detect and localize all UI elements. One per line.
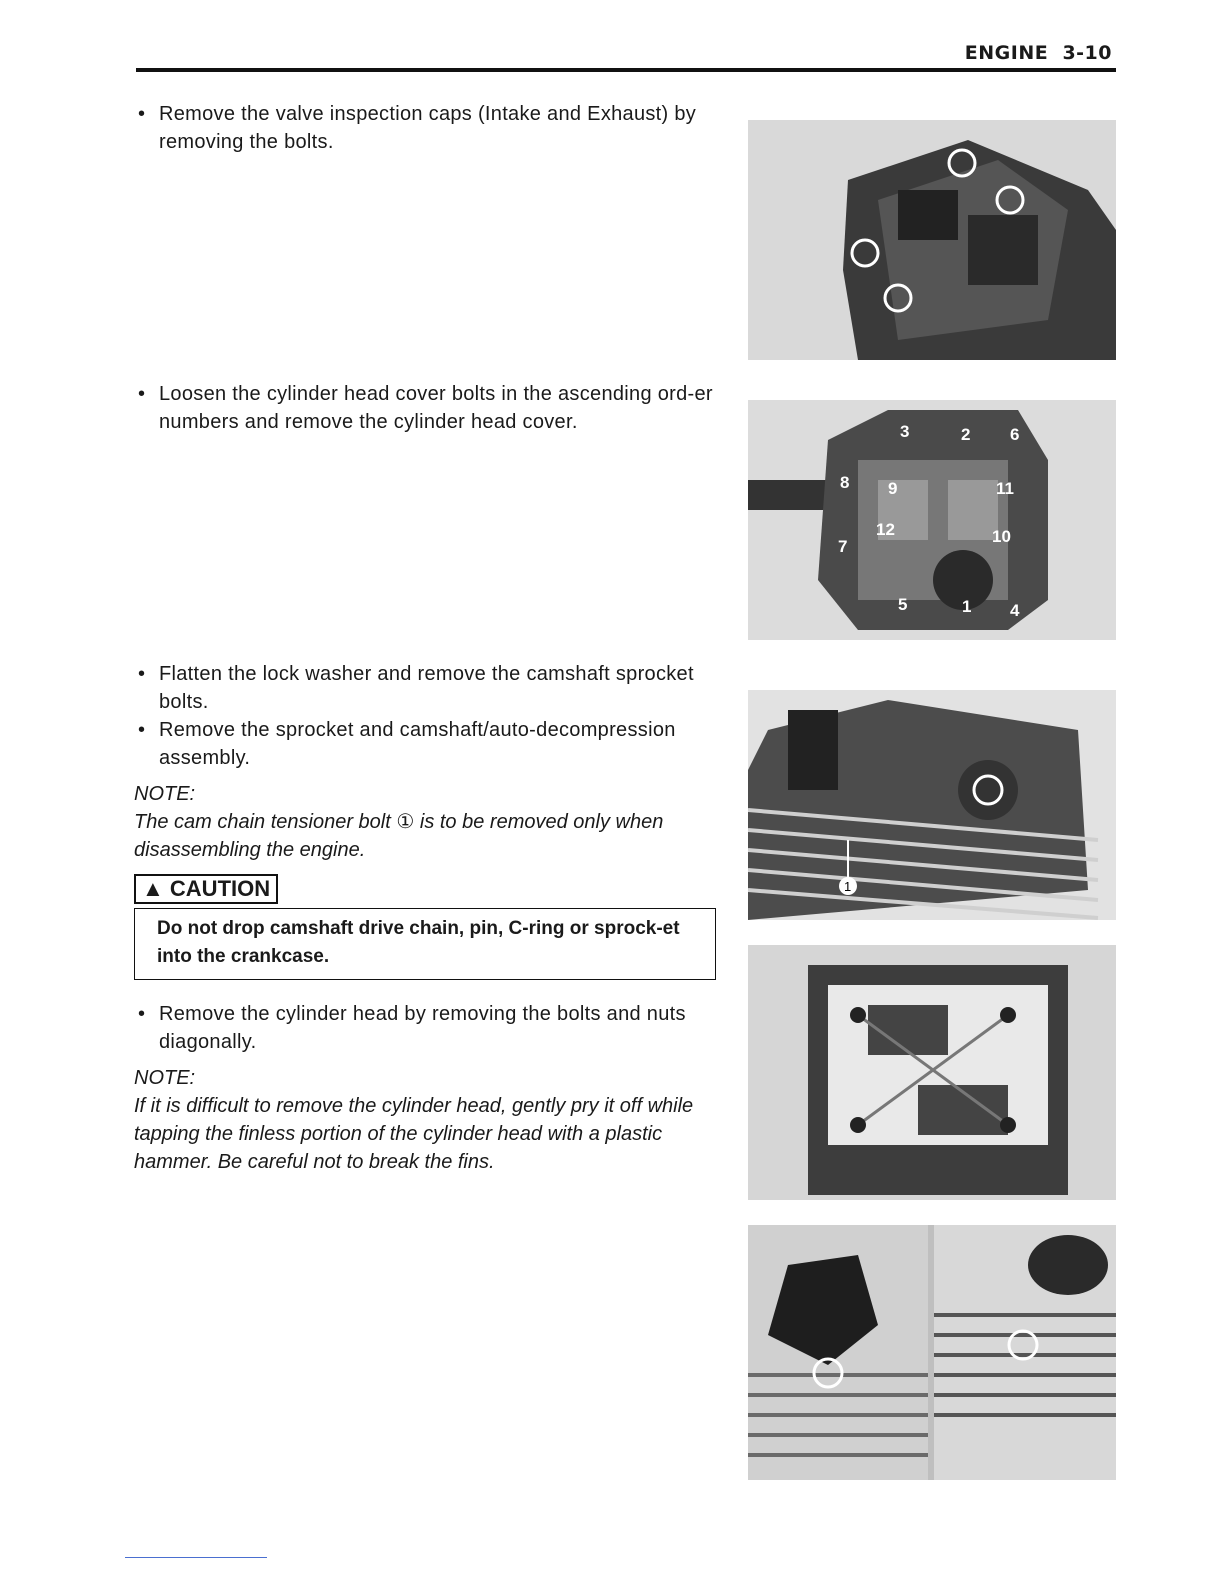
callout-number: 1	[844, 879, 852, 894]
bolt-number: 10	[992, 527, 1011, 546]
bullet-item	[134, 1000, 716, 1056]
step-2	[134, 380, 716, 436]
note-title: NOTE:	[134, 783, 196, 805]
bullet-item	[134, 380, 716, 436]
bullet-dot: •	[138, 719, 146, 741]
step-text: Loosen the cylinder head cover bolts in the ascending ord-er numbers and remove the cylinder head cover.	[159, 383, 713, 433]
bolt-number: 5	[898, 595, 908, 614]
step-text: Remove the sprocket and camshaft/auto-decompression assembly.	[159, 719, 676, 769]
bullet-dot: •	[138, 383, 146, 405]
page-header	[136, 40, 1116, 72]
callout-ref: ①	[396, 811, 415, 833]
step-3-group	[134, 660, 716, 980]
bolt-number: 6	[1010, 425, 1020, 444]
bolt-number: 11	[996, 479, 1014, 498]
note-body	[134, 808, 716, 864]
bolt-number: 3	[900, 422, 910, 441]
bolt-number: 1	[962, 597, 972, 616]
bullet-item	[134, 100, 716, 156]
bullet-dot: •	[138, 1003, 146, 1025]
footer-rule	[125, 1557, 267, 1558]
photo-left-view	[748, 1225, 928, 1480]
header-page-number: 3-10	[1062, 42, 1112, 64]
step-1	[134, 100, 716, 156]
warning-icon: ▲	[142, 876, 164, 901]
photo-right-view	[934, 1225, 1116, 1480]
bolt-number: 9	[888, 479, 898, 498]
bolt-number: 4	[1010, 601, 1020, 620]
bolt-number: 12	[876, 520, 895, 539]
bullet-dot: •	[138, 103, 146, 125]
header-title	[965, 42, 1112, 64]
bullet-item	[134, 660, 716, 716]
bullet-dot: •	[138, 663, 146, 685]
bullet-item	[134, 716, 716, 772]
photo-head-bolts-diagonal	[748, 945, 1116, 1200]
photo-valve-caps	[748, 120, 1116, 360]
photo-camshaft-sprocket	[748, 690, 1116, 920]
photo-head-cover-bolts	[748, 400, 1116, 640]
note-text: The cam chain tensioner bolt	[134, 811, 391, 833]
note-text: is to be removed only when disassembling the engine.	[134, 811, 664, 861]
step-text: Remove the valve inspection caps (Intake and Exhaust) by removing the bolts.	[159, 103, 697, 153]
step-text: Remove the cylinder head by removing the bolts and nuts diagonally.	[159, 1003, 686, 1053]
bolt-number: 2	[961, 425, 971, 444]
header-section: ENGINE	[964, 42, 1049, 64]
step-5-group	[134, 1000, 716, 1176]
note-title: NOTE:	[134, 1067, 196, 1089]
caution-label	[134, 874, 278, 904]
note-body: If it is difficult to remove the cylinder head, gently pry it off while tapping the finless portion of the cylinder head with a plastic hammer. Be careful not to break the fins.	[134, 1095, 694, 1173]
caution-label-text: CAUTION	[169, 876, 271, 901]
photo-head-removal	[748, 1225, 1116, 1480]
bolt-number: 8	[840, 473, 850, 492]
caution-box: Do not drop camshaft drive chain, pin, C-ring or sprock-et into the crankcase.	[134, 908, 716, 980]
step-text: Flatten the lock washer and remove the camshaft sprocket bolts.	[159, 663, 694, 713]
bolt-number: 7	[838, 537, 848, 556]
